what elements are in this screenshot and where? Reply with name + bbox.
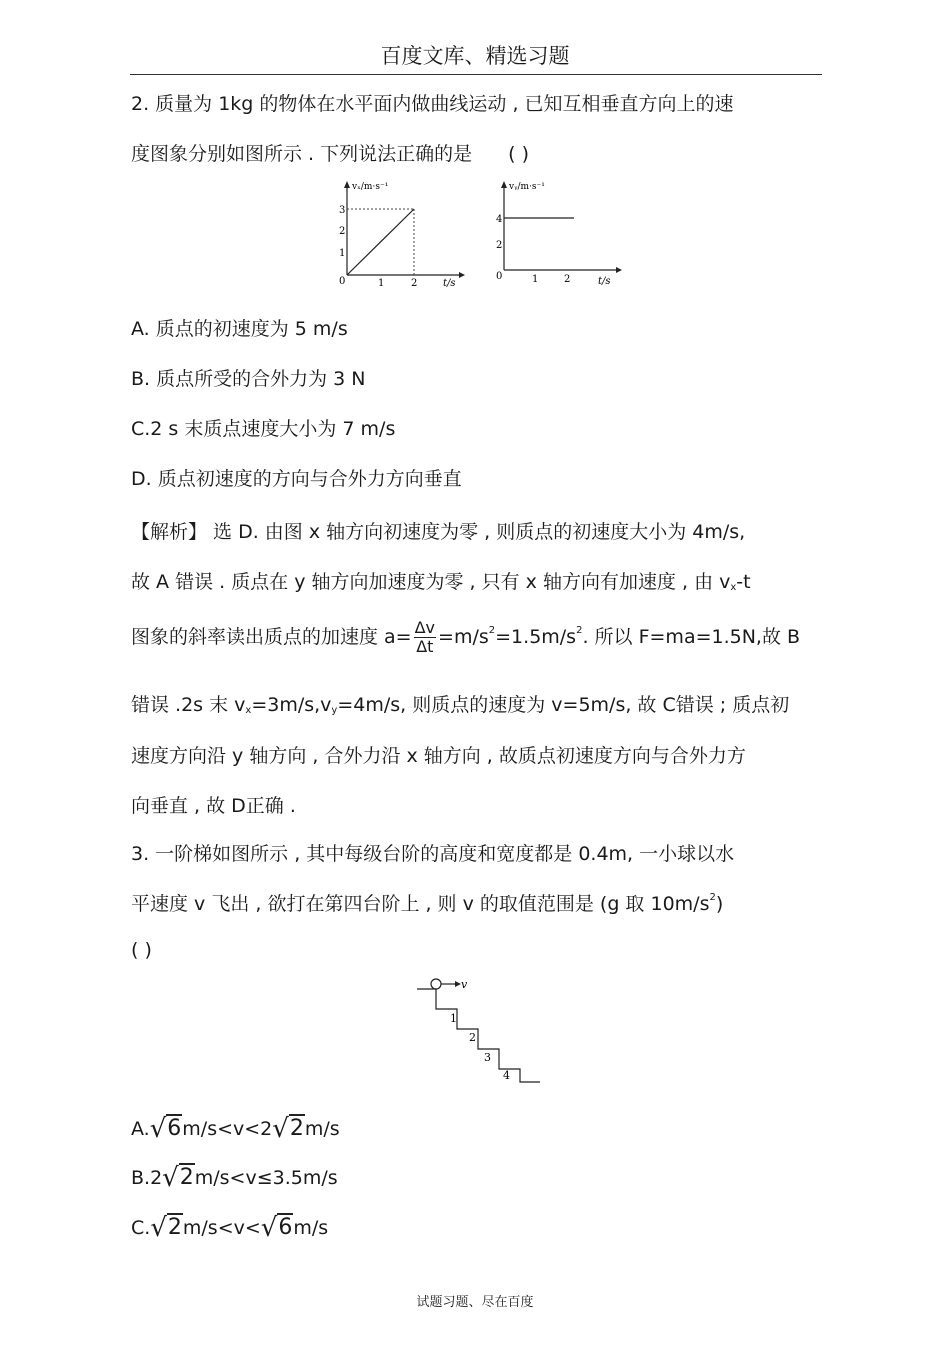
ana4-sub1: x (245, 705, 252, 716)
frac-denominator: Δt (416, 637, 434, 656)
vy-xtick-1: 1 (532, 274, 539, 285)
q3a-radicand1: 6 (167, 1116, 182, 1141)
q2-stem-line1: 2. 质量为 1kg 的物体在水平面内做曲线运动 , 已知互相垂直方向上的速 (131, 93, 734, 115)
vx-y-arrow (344, 181, 350, 188)
delta-fraction (414, 619, 436, 656)
q3-answer-blank: ( ) (131, 939, 152, 961)
q3-stem-line1: 3. 一阶梯如图所示 , 其中每级台阶的高度和宽度都是 0.4m, 一小球以水 (131, 843, 735, 865)
q3b-post: m/s<v≤3.5m/s (194, 1167, 338, 1189)
q2-analysis-line1: 【解析】 选 D. 由图 x 轴方向初速度为零 , 则质点的初速度大小为 4m/s, (131, 521, 746, 543)
sqrt-icon: √ (149, 1114, 167, 1144)
vx-ytick-2: 2 (339, 226, 346, 237)
q3-stem2-text: 平速度 v 飞出 , 欲打在第四台阶上 , 则 v 的取值范围是 (g 取 10m/s (131, 893, 710, 915)
q3-stem-line2 (131, 889, 723, 916)
sqrt-icon: √ (272, 1114, 289, 1144)
q3a-mid: m/s<v<2 (182, 1118, 273, 1140)
q3-option-c (131, 1211, 328, 1241)
q2-analysis-line6: 向垂直 , 故 D正确 . (131, 795, 296, 817)
ana2-text: 故 A 错误 . 质点在 y 轴方向加速度为零 , 只有 x 轴方向有加速度 , 由 v (131, 571, 731, 593)
frac-numerator: Δv (414, 618, 436, 637)
vy-ytick-2: 2 (496, 240, 503, 251)
step-label-1: 1 (450, 1012, 457, 1025)
page-header: 百度文库、精选习题 (380, 44, 570, 68)
vx-ytick-3: 3 (339, 205, 346, 216)
ana2-end: -t (736, 571, 751, 593)
sqrt-icon: √ (150, 1213, 167, 1243)
q2-answer-blank: ( ) (508, 143, 530, 165)
velocity-label: v (461, 978, 468, 991)
vx-origin: 0 (339, 276, 346, 287)
header-rule (130, 74, 822, 75)
q2-analysis-line3 (131, 619, 800, 656)
q3a-pre: A. (131, 1118, 150, 1140)
vx-xtick-2: 2 (411, 278, 418, 288)
q3-option-b (131, 1161, 338, 1191)
vx-xtick-1: 1 (378, 278, 385, 288)
vy-xlabel: t/s (598, 276, 611, 287)
sqrt-icon: √ (162, 1163, 179, 1193)
vy-ylabel: vᵧ/m·s⁻¹ (509, 182, 545, 192)
vy-origin: 0 (496, 271, 503, 282)
ana4-b: =3m/s,v (251, 694, 332, 716)
ana4-c: =4m/s, 则质点的速度为 v=5m/s, 故 C错误 ; 质点初 (337, 694, 790, 716)
vx-ylabel: vₓ/m·s⁻¹ (352, 182, 389, 192)
vy-y-arrow (501, 181, 507, 188)
ana4-a: 错误 .2s 末 v (131, 694, 246, 716)
ana3-a: 图象的斜率读出质点的加速度 a= (131, 626, 412, 648)
vx-xlabel: t/s (443, 278, 456, 288)
vy-ytick-4: 4 (496, 214, 503, 225)
q3c-post: m/s (293, 1217, 329, 1239)
staircase-figure (412, 973, 544, 1085)
ana2-sub: x (730, 582, 737, 593)
q3c-pre: C. (131, 1217, 151, 1239)
q2-option-d: D. 质点初速度的方向与合外力方向垂直 (131, 468, 462, 490)
q2-stem-line2 (131, 139, 529, 166)
vy-xtick-2: 2 (564, 274, 571, 285)
step-label-3: 3 (484, 1051, 491, 1064)
vy-x-arrow (616, 267, 622, 273)
vx-line (347, 209, 414, 275)
q3b-radicand1: 2 (179, 1165, 194, 1190)
q3c-radicand1: 2 (167, 1215, 182, 1240)
q3-stem2-sup: 2 (709, 892, 716, 903)
q3a-radicand2: 2 (289, 1116, 304, 1141)
q3c-mid: m/s<v< (182, 1217, 261, 1239)
ana3-b: =m/s (438, 626, 489, 648)
q2-analysis-line5: 速度方向沿 y 轴方向 , 合外力沿 x 轴方向 , 故质点初速度方向与合外力方 (131, 745, 746, 767)
ana4-sub2: y (331, 705, 338, 716)
q2-analysis-line4 (131, 690, 789, 717)
q2-option-a: A. 质点的初速度为 5 m/s (131, 318, 348, 340)
page-footer: 试题习题、尽在百度 (416, 1295, 534, 1310)
ball (431, 979, 441, 989)
q3-option-a (131, 1112, 340, 1142)
q2-option-b: B. 质点所受的合外力为 3 N (131, 368, 366, 390)
vx-x-arrow (459, 272, 465, 278)
stair-outline (436, 989, 540, 1082)
q2-analysis-line2 (131, 567, 751, 594)
ana3-d: . 所以 F=ma=1.5N,故 B (582, 626, 801, 648)
ana3-sup2: 2 (576, 625, 583, 636)
step-label-4: 4 (503, 1069, 510, 1082)
q2-option-c: C.2 s 末质点速度大小为 7 m/s (131, 418, 396, 440)
vy-t-graph (492, 176, 622, 288)
step-label-2: 2 (469, 1031, 476, 1044)
vx-ytick-1: 1 (339, 248, 346, 259)
ana3-sup1: 2 (488, 625, 496, 636)
ana3-c: =1.5m/s (495, 626, 577, 648)
q3-stem2-end: ) (715, 893, 724, 915)
q3c-radicand2: 6 (278, 1215, 293, 1240)
q3b-pre: B.2 (131, 1167, 163, 1189)
sqrt-icon: √ (260, 1213, 278, 1243)
vx-t-graph (335, 176, 465, 288)
q3a-post: m/s (304, 1118, 340, 1140)
q2-stem-text: 度图象分别如图所示 . 下列说法正确的是 (131, 143, 473, 165)
